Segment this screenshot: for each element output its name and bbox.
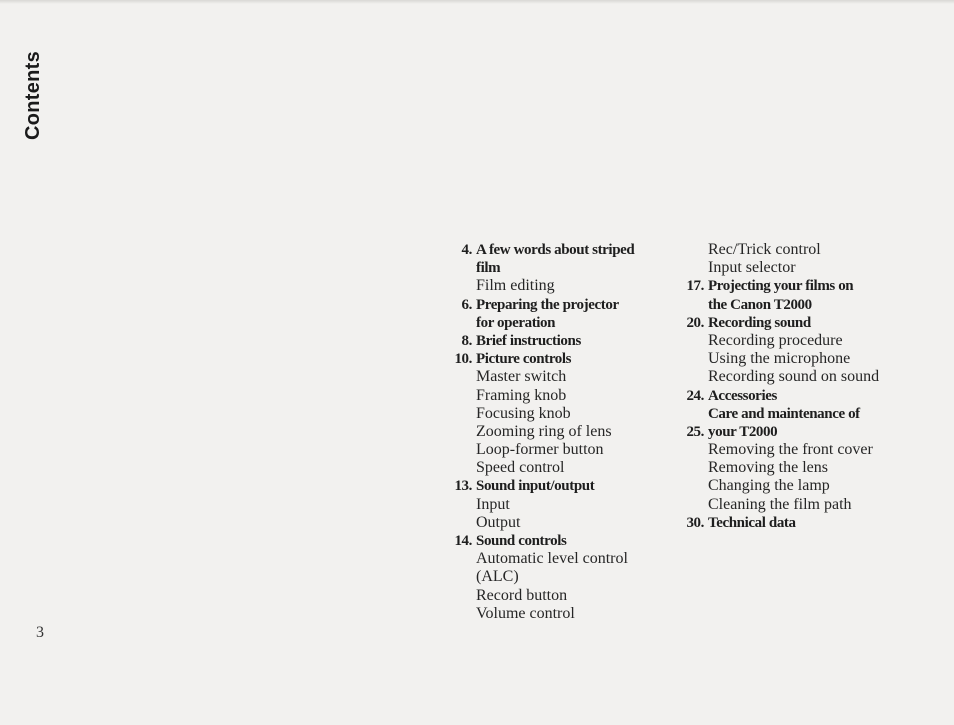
- toc-entry-text: Input selector: [708, 259, 796, 277]
- toc-entry-text: Rec/Trick control: [708, 241, 821, 258]
- toc-entry-text: Recording procedure: [708, 331, 843, 349]
- toc-page-number: 25.: [686, 423, 704, 440]
- toc-heading-line: [440, 296, 680, 314]
- toc-heading-line: [672, 423, 942, 441]
- toc-entry-text: Framing knob: [476, 386, 567, 404]
- toc-heading-line: [440, 259, 680, 277]
- toc-entry-text: Brief instructions: [476, 332, 581, 349]
- toc-page-number: 8.: [461, 332, 472, 349]
- toc-subitem-line: [440, 568, 680, 586]
- toc-subitem-line: [440, 587, 680, 605]
- toc-page-number: 14.: [454, 533, 472, 549]
- toc-subitem-line: [672, 259, 942, 277]
- toc-page-number: 10.: [454, 351, 472, 368]
- toc-subitem-line: [672, 368, 942, 386]
- toc-entry-text: Focusing knob: [476, 404, 571, 422]
- toc-entry-text: (ALC): [476, 568, 519, 586]
- toc-page-number: 13.: [454, 478, 472, 495]
- toc-entry-text: Picture controls: [476, 351, 572, 368]
- toc-entry-text: Film editing: [476, 277, 555, 295]
- toc-entry-text: Recording sound: [708, 314, 811, 331]
- toc-subitem-line: [440, 550, 680, 568]
- toc-heading-line: [440, 532, 680, 550]
- toc-subitem-line: [440, 459, 680, 477]
- toc-subitem-line: [672, 459, 942, 477]
- page-number: 3: [36, 624, 44, 641]
- toc-heading-line: [672, 277, 942, 295]
- toc-entry-text: Preparing the projector: [476, 296, 619, 313]
- toc-page-number: 20.: [686, 314, 704, 331]
- toc-subitem-line: [440, 368, 680, 386]
- toc-subitem-line: [672, 241, 942, 259]
- toc-heading-line: [440, 332, 680, 350]
- toc-page-number: 24.: [686, 387, 704, 404]
- toc-entry-text: film: [476, 260, 501, 277]
- toc-entry-text: Zooming ring of lens: [476, 422, 612, 440]
- toc-entry-text: Technical data: [708, 514, 796, 531]
- toc-entry-text: Removing the front cover: [708, 441, 873, 459]
- toc-entry-text: Input: [476, 495, 510, 513]
- toc-heading-line: [672, 405, 942, 423]
- toc-subitem-line: [440, 423, 680, 441]
- toc-page-number: 17.: [686, 278, 704, 295]
- toc-entry-text: Using the microphone: [708, 350, 851, 368]
- toc-entry-text: Record button: [476, 586, 568, 604]
- toc-page-number: 30.: [686, 514, 704, 531]
- toc-subitem-line: [672, 496, 942, 514]
- toc-entry-text: your T2000: [708, 423, 778, 440]
- toc-heading-line: [440, 314, 680, 332]
- toc-entry-text: the Canon T2000: [708, 296, 812, 313]
- toc-subitem-line: [440, 496, 680, 514]
- toc-entry-text: Changing the lamp: [708, 477, 830, 495]
- toc-entry-text: Volume control: [476, 604, 575, 622]
- toc-page-number: 6.: [461, 296, 472, 313]
- toc-entry-text: for operation: [476, 314, 556, 331]
- toc-entry-text: Projecting your films on: [708, 278, 854, 295]
- toc-entry-text: Care and maintenance of: [708, 405, 860, 422]
- toc-entry-text: Loop-former button: [476, 441, 604, 459]
- toc-subitem-line: [672, 332, 942, 350]
- toc-entry-text: Automatic level control: [476, 550, 628, 568]
- toc-heading-line: [672, 514, 942, 532]
- toc-subitem-line: [440, 514, 680, 532]
- toc-subitem-line: [440, 441, 680, 459]
- toc-entry-text: Master switch: [476, 368, 567, 386]
- toc-entry-text: Sound input/output: [476, 478, 595, 495]
- toc-entry-text: A few words about striped: [476, 242, 635, 258]
- toc-heading-line: [672, 296, 942, 314]
- toc-entry-text: Recording sound on sound: [708, 368, 880, 386]
- toc-page-number: 4.: [461, 242, 472, 258]
- toc-right-column: [672, 241, 942, 532]
- toc-heading-line: [440, 241, 680, 259]
- toc-subitem-line: [672, 441, 942, 459]
- toc-entry-text: Sound controls: [476, 533, 567, 549]
- toc-subitem-line: [440, 387, 680, 405]
- toc-entry-text: Output: [476, 513, 521, 531]
- contents-side-title: Contents: [22, 50, 44, 140]
- toc-heading-line: [672, 387, 942, 405]
- toc-subitem-line: [672, 477, 942, 495]
- toc-heading-line: [440, 477, 680, 495]
- page-top-edge: [0, 0, 954, 4]
- toc-entry-text: Cleaning the film path: [708, 495, 852, 513]
- toc-subitem-line: [440, 277, 680, 295]
- toc-entry-text: Accessories: [708, 387, 777, 404]
- toc-entry-text: Speed control: [476, 459, 565, 477]
- toc-heading-line: [672, 314, 942, 332]
- toc-left-column: [440, 241, 680, 623]
- toc-subitem-line: [440, 405, 680, 423]
- toc-heading-line: [440, 350, 680, 368]
- toc-subitem-line: [672, 350, 942, 368]
- toc-entry-text: Removing the lens: [708, 459, 828, 477]
- toc-subitem-line: [440, 605, 680, 623]
